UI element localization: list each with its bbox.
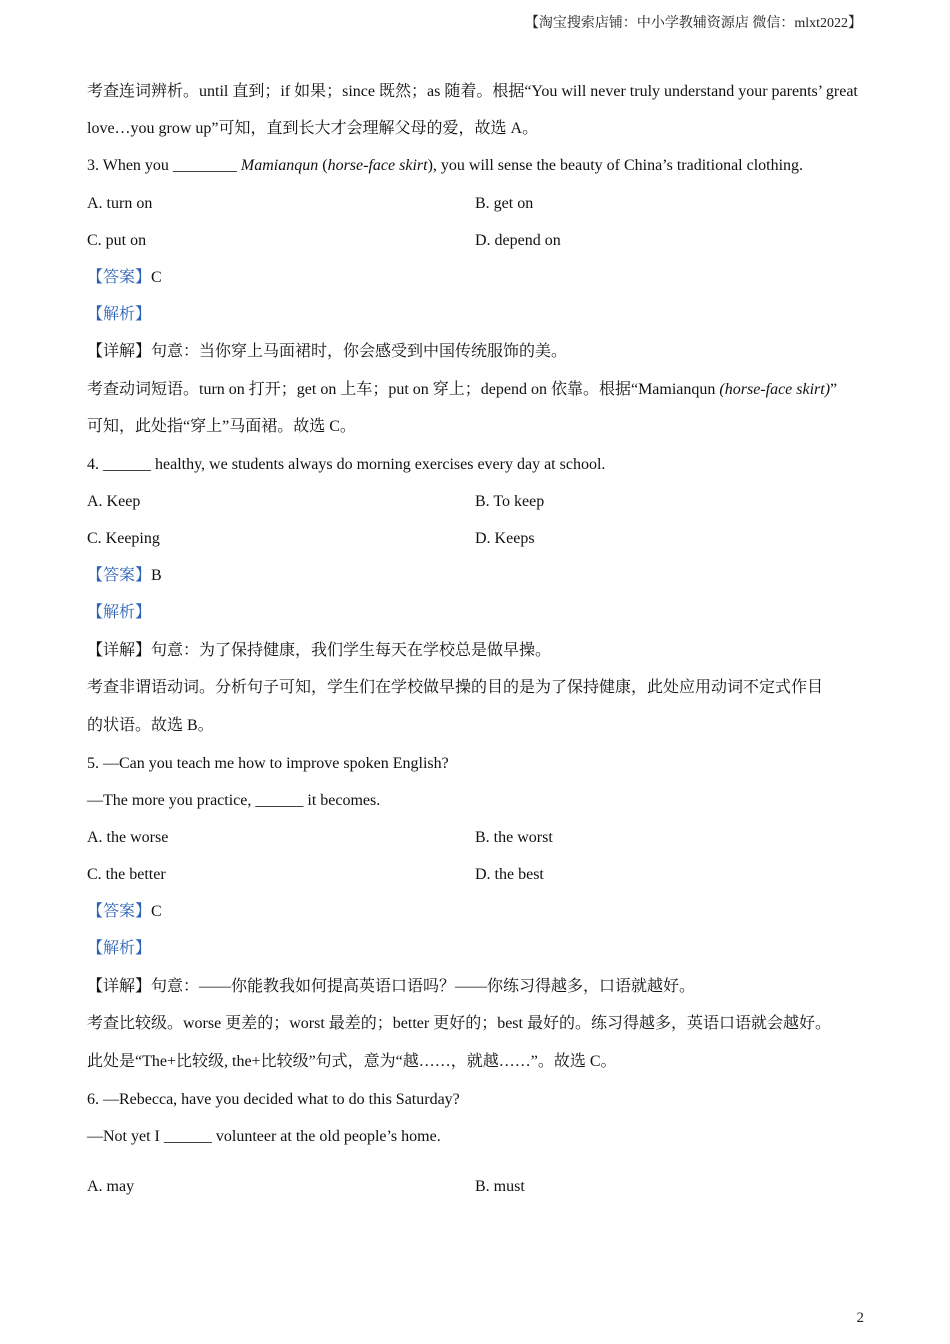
q3-option-b[interactable]: B. get on bbox=[475, 195, 534, 212]
q4-answer: 【答案】B bbox=[87, 567, 162, 584]
q4-option-a[interactable]: A. Keep bbox=[87, 493, 141, 510]
q6-option-a[interactable]: A. may bbox=[87, 1178, 135, 1195]
q3-option-a[interactable]: A. turn on bbox=[87, 195, 153, 212]
q3-analysis-label: 【解析】 bbox=[87, 306, 152, 323]
q5-analysis-label: 【解析】 bbox=[87, 940, 152, 957]
q5-option-d[interactable]: D. the best bbox=[475, 866, 544, 883]
page-header: 【淘宝搜索店铺：中小学教辅资源店 微信：mlxt2022】 bbox=[524, 16, 862, 31]
q4-option-d[interactable]: D. Keeps bbox=[475, 530, 535, 547]
q4-explain-line-1: 考查非谓语动词。分析句子可知，学生们在学校做早操的目的是为了保持健康，此处应用动词不定式作目 bbox=[87, 679, 824, 696]
q4-explain-line-2: 的状语。故选 B。 bbox=[87, 717, 214, 734]
page-number: 2 bbox=[856, 1310, 864, 1326]
q4-analysis-label: 【解析】 bbox=[87, 604, 152, 621]
q5-stem-line-1: 5. —Can you teach me how to improve spoken English? bbox=[87, 755, 449, 772]
q3-explain-line-2: 可知，此处指“穿上”马面裙。故选 C。 bbox=[87, 418, 356, 435]
q5-option-c[interactable]: C. the better bbox=[87, 866, 166, 883]
q5-option-b[interactable]: B. the worst bbox=[475, 829, 553, 846]
q3-explain-line-1: 考查动词短语。turn on 打开；get on 上车；put on 穿上；depend on 依靠。根据“Mamianqun (horse-face skirt)” bbox=[87, 381, 838, 398]
q5-option-a[interactable]: A. the worse bbox=[87, 829, 169, 846]
prev-explain-line-1: 考查连词辨析。until 直到；if 如果；since 既然；as 随着。根据“You will never truly understand your parents’ great bbox=[87, 83, 858, 100]
q3-detail: 【详解】句意：当你穿上马面裙时，你会感受到中国传统服饰的美。 bbox=[87, 343, 568, 360]
q4-stem: 4. ______ healthy, we students always do morning exercises every day at school. bbox=[87, 456, 606, 473]
q4-option-c[interactable]: C. Keeping bbox=[87, 530, 160, 547]
q3-option-d[interactable]: D. depend on bbox=[475, 232, 561, 249]
q6-stem-line-2: —Not yet I ______ volunteer at the old people’s home. bbox=[87, 1128, 441, 1145]
q5-detail: 【详解】句意：——你能教我如何提高英语口语吗？——你练习得越多，口语就越好。 bbox=[87, 978, 696, 995]
q3-answer: 【答案】C bbox=[87, 269, 162, 286]
q3-stem: 3. When you ________ Mamianqun (horse-face skirt), you will sense the beauty of China’s traditional clothing. bbox=[87, 157, 804, 174]
q5-answer: 【答案】C bbox=[87, 903, 162, 920]
q4-option-b[interactable]: B. To keep bbox=[475, 493, 545, 510]
q6-option-b[interactable]: B. must bbox=[475, 1178, 525, 1195]
q6-stem-line-1: 6. —Rebecca, have you decided what to do this Saturday? bbox=[87, 1091, 460, 1108]
prev-explain-line-2: love…you grow up”可知，直到长大才会理解父母的爱，故选 A。 bbox=[87, 120, 539, 137]
q4-detail: 【详解】句意：为了保持健康，我们学生每天在学校总是做早操。 bbox=[87, 642, 552, 659]
q5-explain-line-1: 考查比较级。worse 更差的；worst 最差的；better 更好的；best 最好的。练习得越多，英语口语就会越好。 bbox=[87, 1015, 831, 1032]
q5-explain-line-2: 此处是“The+比较级, the+比较级”句式，意为“越……，就越……”。故选 C。 bbox=[87, 1053, 617, 1070]
q3-option-c[interactable]: C. put on bbox=[87, 232, 147, 249]
q5-stem-line-2: —The more you practice, ______ it becomes. bbox=[87, 792, 381, 809]
